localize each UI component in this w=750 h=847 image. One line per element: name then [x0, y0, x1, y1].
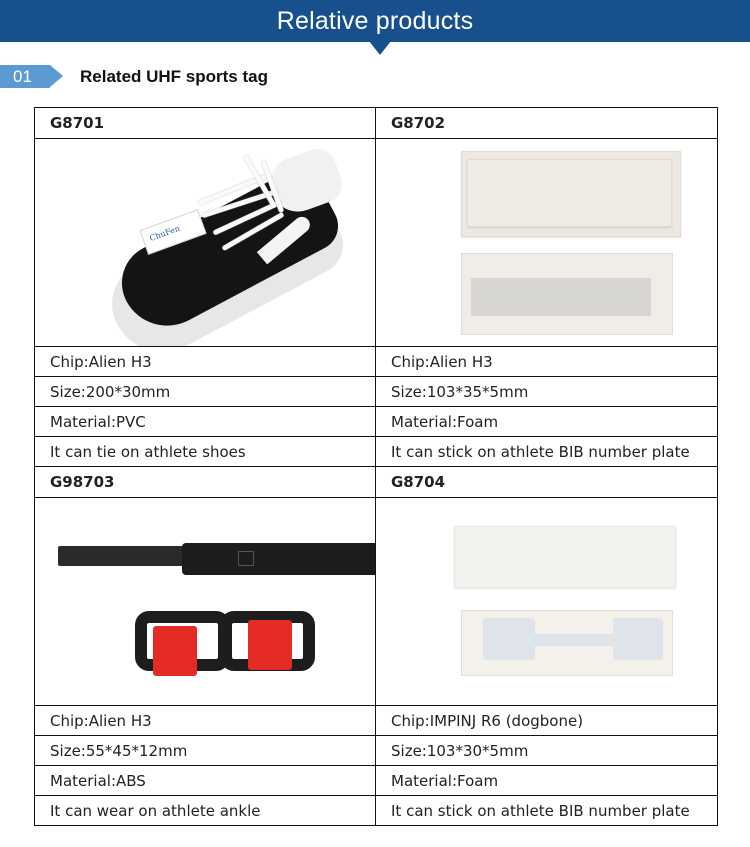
chip-spec: Chip:Alien H3: [376, 347, 718, 377]
table-row: [35, 766, 718, 796]
ankle-strap-image: [50, 498, 375, 705]
material-spec: Material:PVC: [35, 407, 376, 437]
product-image-cell: [35, 498, 376, 706]
shoe-tag-image: [50, 139, 375, 346]
foam-tag-image: [391, 139, 717, 346]
product-image-cell: [376, 498, 718, 706]
product-model: G8704: [376, 467, 718, 498]
section-number-badge: [0, 65, 50, 88]
table-row: [35, 796, 718, 826]
product-model: G98703: [35, 467, 376, 498]
usage-spec: It can wear on athlete ankle: [35, 796, 376, 826]
banner-pointer: [369, 41, 391, 55]
table-row: [35, 347, 718, 377]
dogbone-foam-tag-image: [391, 498, 717, 705]
table-row: [35, 437, 718, 467]
section-number: 01: [13, 66, 32, 86]
table-row: [35, 139, 718, 347]
header-banner: [0, 0, 750, 42]
table-row: [35, 706, 718, 736]
chip-spec: Chip:Alien H3: [35, 706, 376, 736]
table-row: [35, 377, 718, 407]
page-title: Relative products: [276, 6, 474, 35]
chip-spec: Chip:Alien H3: [35, 347, 376, 377]
section-header: [0, 65, 268, 88]
table-row: [35, 498, 718, 706]
product-table: [34, 107, 718, 826]
material-spec: Material:ABS: [35, 766, 376, 796]
table-row: [35, 108, 718, 139]
product-model: G8701: [35, 108, 376, 139]
usage-spec: It can tie on athlete shoes: [35, 437, 376, 467]
section-title: Related UHF sports tag: [80, 66, 268, 86]
table-row: [35, 736, 718, 766]
usage-spec: It can stick on athlete BIB number plate: [376, 437, 718, 467]
size-spec: Size:103*30*5mm: [376, 736, 718, 766]
size-spec: Size:200*30mm: [35, 377, 376, 407]
product-image-cell: [376, 139, 718, 347]
table-row: [35, 407, 718, 437]
product-model: G8702: [376, 108, 718, 139]
usage-spec: It can stick on athlete BIB number plate: [376, 796, 718, 826]
material-spec: Material:Foam: [376, 407, 718, 437]
material-spec: Material:Foam: [376, 766, 718, 796]
chip-spec: Chip:IMPINJ R6 (dogbone): [376, 706, 718, 736]
size-spec: Size:103*35*5mm: [376, 377, 718, 407]
table-row: [35, 467, 718, 498]
product-image-cell: [35, 139, 376, 347]
size-spec: Size:55*45*12mm: [35, 736, 376, 766]
brand-logo: ChuFen: [148, 223, 182, 244]
